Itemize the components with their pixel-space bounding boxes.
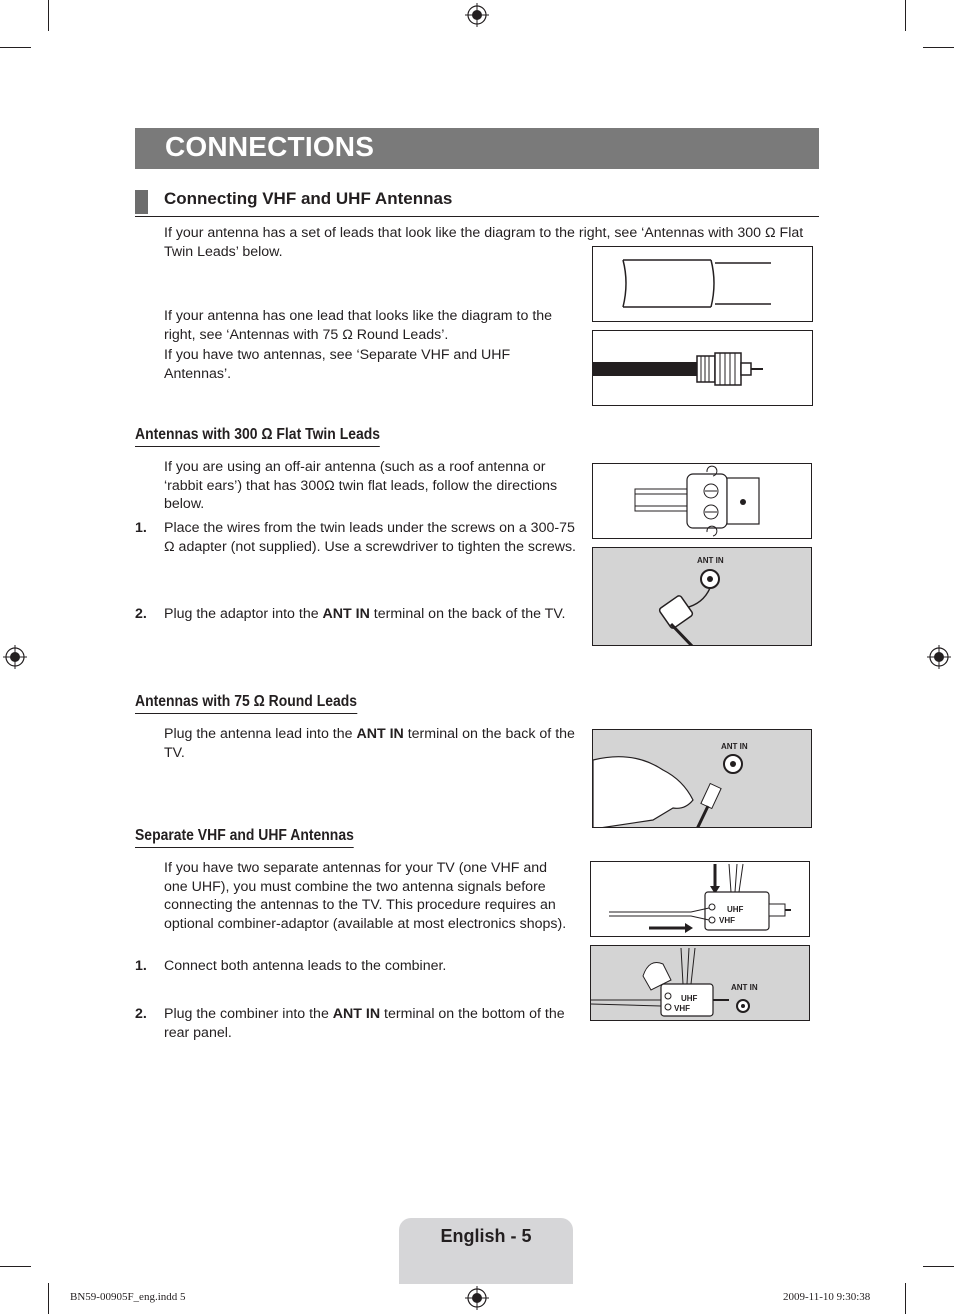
uhf-label: UHF — [727, 905, 744, 914]
uhf-label: UHF — [681, 994, 698, 1003]
page-title: CONNECTIONS — [165, 131, 375, 162]
separate-intro: If you have two separate antennas for your TV (one VHF and one UHF), you must combine the two antenna signals before connecting the antennas to the TV. This procedure requires an optional combiner-adaptor (available at most electronics shops). — [164, 860, 567, 932]
adapter-figure — [592, 463, 812, 539]
registration-mark-icon — [465, 1286, 489, 1310]
crop-mark — [923, 1266, 954, 1267]
registration-mark-icon — [927, 645, 951, 669]
crop-mark — [0, 1266, 31, 1267]
twin-lead-figure — [592, 246, 813, 322]
section-marker — [135, 190, 148, 214]
vhf-label: VHF — [719, 916, 735, 925]
crop-mark — [48, 0, 49, 31]
page-number: English - 5 — [440, 1226, 532, 1246]
step-text: terminal on the bottom of the rear panel. — [164, 1006, 565, 1041]
crop-mark — [905, 0, 906, 31]
ant-in-label: ANT IN — [697, 556, 724, 565]
step-number: 2. — [135, 606, 147, 622]
section-heading — [135, 188, 819, 217]
ant-in-label: ANT IN — [322, 606, 370, 622]
file-slug: BN59-00905F_eng.indd 5 — [70, 1291, 186, 1303]
step-text: terminal on the back of the TV. — [369, 606, 566, 622]
step-number: 1. — [135, 520, 147, 536]
intro-paragraph-2: If your antenna has one lead that looks like the diagram to the right, see ‘Antennas with 75 Ω Round Leads’. — [164, 308, 553, 343]
step-text: Plug the antenna lead into the — [164, 726, 357, 742]
combiner-ant-in-figure — [590, 945, 810, 1021]
registration-mark-icon — [3, 645, 27, 669]
round-lead-text — [164, 725, 579, 762]
flat-twin-heading: Antennas with 300 Ω Flat Twin Leads — [135, 426, 380, 447]
flat-twin-step-1: Place the wires from the twin leads under the screws on a 300-75 Ω adapter (not supplied). Use a screwdriver to tighten the screws. — [164, 520, 576, 555]
crop-mark — [48, 1283, 49, 1314]
combiner-figure — [590, 861, 810, 937]
crop-mark — [0, 47, 31, 48]
intro-paragraph-3: If you have two antennas, see ‘Separate VHF and UHF Antennas’. — [164, 347, 511, 382]
crop-mark — [923, 47, 954, 48]
intro-paragraph-1: If your antenna has a set of leads that look like the diagram to the right, see ‘Antennas with 300 Ω Flat Twin Leads’ below. — [164, 225, 804, 260]
flat-twin-step-2 — [164, 605, 589, 624]
step-text: Plug the combiner into the — [164, 1006, 333, 1022]
round-lead-heading: Antennas with 75 Ω Round Leads — [135, 693, 357, 714]
date-slug: 2009-11-10 9:30:38 — [783, 1291, 871, 1303]
separate-heading: Separate VHF and UHF Antennas — [135, 827, 354, 848]
section-heading-text: Connecting VHF and UHF Antennas — [164, 189, 453, 208]
separate-step-1: Connect both antenna leads to the combiner. — [164, 958, 447, 974]
title-bar — [135, 128, 819, 169]
crop-mark — [905, 1283, 906, 1314]
step-number: 2. — [135, 1006, 147, 1022]
hand-plug-figure — [592, 729, 812, 828]
step-text: terminal on the back of the TV. — [164, 726, 575, 761]
ant-in-label: ANT IN — [356, 726, 404, 742]
ant-in-adapter-figure — [592, 547, 812, 646]
step-number: 1. — [135, 958, 147, 974]
vhf-label: VHF — [674, 1004, 690, 1013]
ant-in-label: ANT IN — [731, 983, 758, 992]
separate-step-2 — [164, 1005, 579, 1042]
page-number-tab — [399, 1218, 573, 1284]
ant-in-label: ANT IN — [721, 742, 748, 751]
step-text: Plug the adaptor into the — [164, 606, 323, 622]
round-lead-figure — [592, 330, 813, 406]
flat-twin-intro: If you are using an off-air antenna (such as a roof antenna or ‘rabbit ears’) that has 300Ω twin flat leads, follow the directions below. — [164, 459, 558, 513]
registration-mark-icon — [465, 3, 489, 27]
ant-in-label: ANT IN — [332, 1006, 381, 1022]
